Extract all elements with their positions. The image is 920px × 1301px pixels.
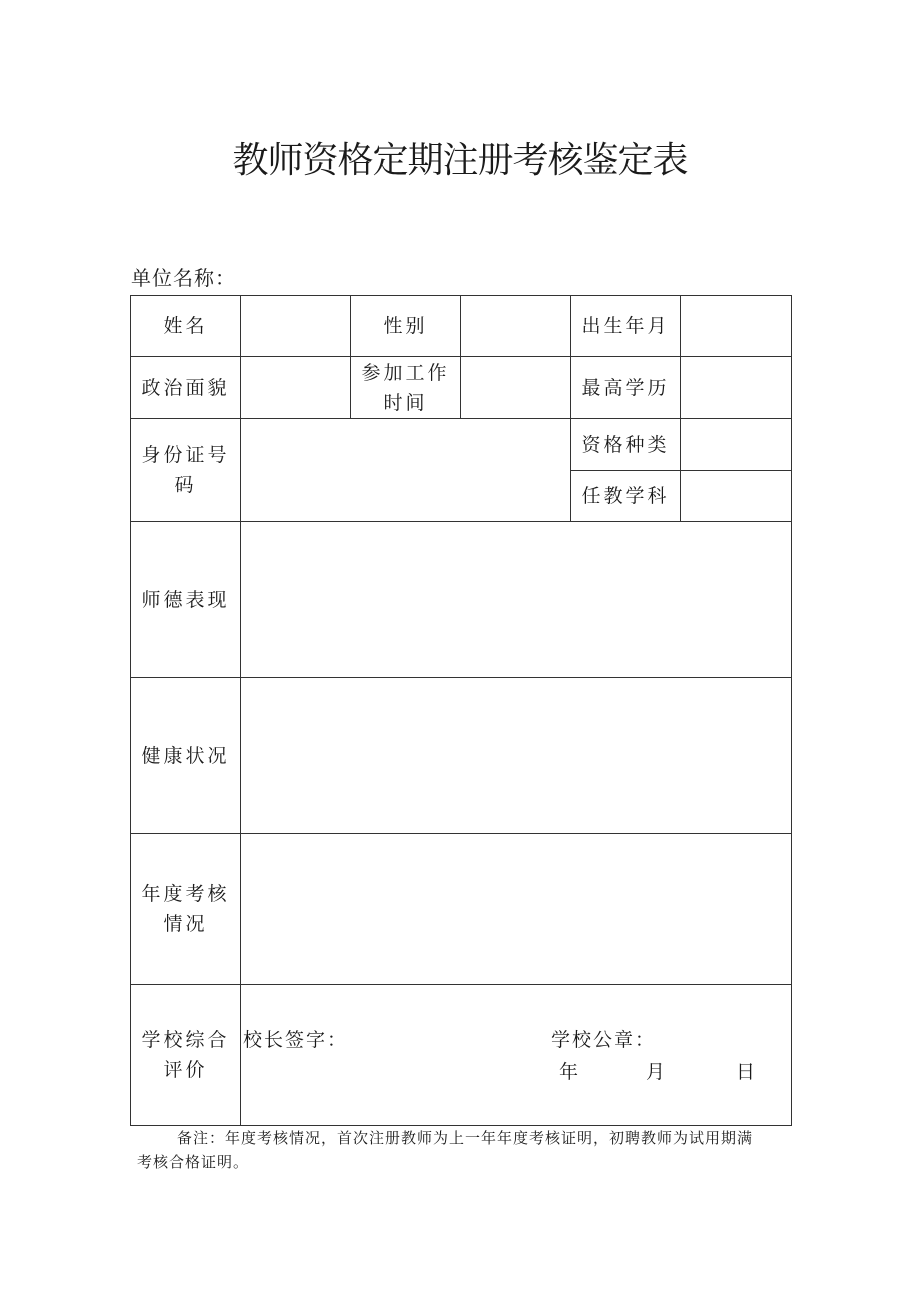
year-label: 年 <box>559 1061 581 1083</box>
teacher-ethics-label: 师德表现 <box>131 522 241 678</box>
birth-date-field[interactable] <box>681 296 792 357</box>
annual-assessment-label: 年度考核情况 <box>131 834 241 985</box>
page-title: 教师资格定期注册考核鉴定表 <box>232 140 688 181</box>
assessment-form-table <box>130 295 792 1126</box>
qualification-type-label: 资格种类 <box>571 419 681 471</box>
qualification-type-field[interactable] <box>681 419 792 471</box>
teaching-subject-label: 任教学科 <box>571 471 681 522</box>
id-number-field[interactable] <box>241 419 571 522</box>
day-label: 日 <box>736 1061 758 1083</box>
principal-signature-label: 校长签字： <box>243 1029 349 1051</box>
education-label: 最高学历 <box>571 357 681 419</box>
footnote: 备注：年度考核情况，首次注册教师为上一年年度考核证明，初聘教师为试用期满考核合格证明。 <box>137 1129 754 1171</box>
political-status-field[interactable] <box>241 357 351 419</box>
school-seal-label: 学校公章： <box>551 1029 657 1051</box>
political-status-label: 政治面貌 <box>131 357 241 419</box>
school-evaluation-label: 学校综合评价 <box>131 985 241 1126</box>
birth-date-label: 出生年月 <box>571 296 681 357</box>
school-evaluation-field[interactable] <box>241 985 792 1126</box>
work-start-time-label: 参加工作时间 <box>351 357 461 419</box>
id-number-label: 身份证号码 <box>131 419 241 522</box>
work-start-time-field[interactable] <box>461 357 571 419</box>
teaching-subject-field[interactable] <box>681 471 792 522</box>
education-field[interactable] <box>681 357 792 419</box>
month-label: 月 <box>646 1061 668 1083</box>
health-status-label: 健康状况 <box>131 678 241 834</box>
gender-field[interactable] <box>461 296 571 357</box>
name-field[interactable] <box>241 296 351 357</box>
gender-label: 性别 <box>351 296 461 357</box>
teacher-ethics-field[interactable] <box>241 522 792 678</box>
annual-assessment-field[interactable] <box>241 834 792 985</box>
health-status-field[interactable] <box>241 678 792 834</box>
unit-name-label: 单位名称： <box>131 266 236 290</box>
name-label: 姓名 <box>131 296 241 357</box>
